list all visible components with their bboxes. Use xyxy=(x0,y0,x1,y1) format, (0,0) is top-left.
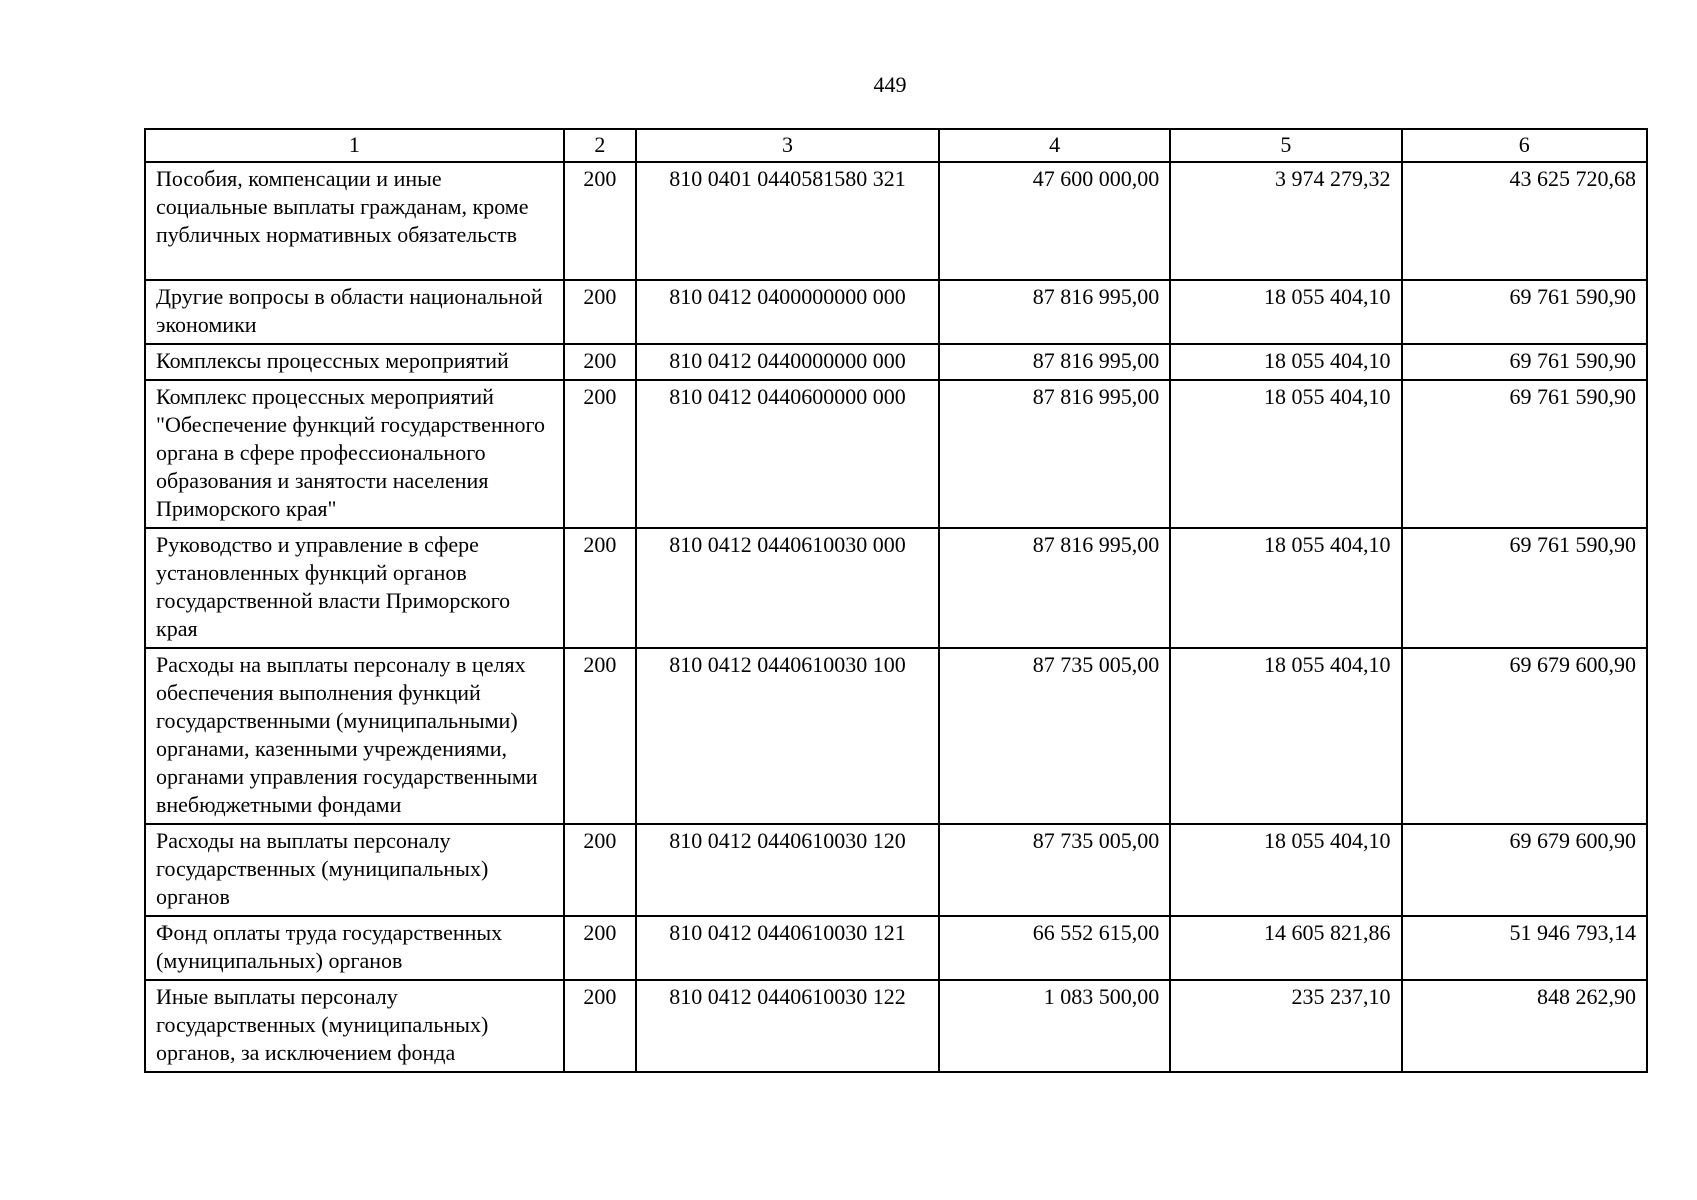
column-header-2: 2 xyxy=(564,129,636,162)
row-executed-cell: 14 605 821,86 xyxy=(1170,916,1401,980)
row-admin-cell: 200 xyxy=(564,162,636,280)
row-remaining-cell: 51 946 793,14 xyxy=(1402,916,1647,980)
row-executed-cell: 235 237,10 xyxy=(1170,980,1401,1072)
column-header-6: 6 xyxy=(1402,129,1647,162)
row-name-cell: Расходы на выплаты персоналу в целях обеспечения выполнения функций государственными (муниципальными) органами, казенными учреждениями, органами управления государственными внебюджетными фондами xyxy=(145,648,564,824)
row-code-cell: 810 0412 0440610030 100 xyxy=(636,648,939,824)
row-admin-cell: 200 xyxy=(564,528,636,648)
row-remaining-cell: 69 761 590,90 xyxy=(1402,380,1647,528)
row-admin-cell: 200 xyxy=(564,380,636,528)
row-admin-cell: 200 xyxy=(564,344,636,380)
table-row xyxy=(145,280,1647,344)
row-remaining-cell: 69 761 590,90 xyxy=(1402,280,1647,344)
row-remaining-cell: 69 761 590,90 xyxy=(1402,528,1647,648)
row-name-cell: Комплекс процессных мероприятий "Обеспечение функций государственного органа в сфере профессионального образования и занятости населения Приморского края" xyxy=(145,380,564,528)
row-admin-cell: 200 xyxy=(564,916,636,980)
table-row xyxy=(145,648,1647,824)
table-body xyxy=(145,162,1647,1072)
column-header-3: 3 xyxy=(636,129,939,162)
budget-execution-table xyxy=(144,128,1648,1073)
row-code-cell: 810 0412 0440000000 000 xyxy=(636,344,939,380)
table-row xyxy=(145,980,1647,1072)
row-planned-cell: 87 735 005,00 xyxy=(939,824,1170,916)
row-code-cell: 810 0412 0440600000 000 xyxy=(636,380,939,528)
row-code-cell: 810 0412 0440610030 122 xyxy=(636,980,939,1072)
row-planned-cell: 87 816 995,00 xyxy=(939,380,1170,528)
row-remaining-cell: 69 679 600,90 xyxy=(1402,648,1647,824)
row-executed-cell: 18 055 404,10 xyxy=(1170,280,1401,344)
row-executed-cell: 18 055 404,10 xyxy=(1170,344,1401,380)
row-planned-cell: 66 552 615,00 xyxy=(939,916,1170,980)
column-header-5: 5 xyxy=(1170,129,1401,162)
row-executed-cell: 18 055 404,10 xyxy=(1170,824,1401,916)
table-row xyxy=(145,380,1647,528)
row-name-cell: Руководство и управление в сфере установленных функций органов государственной власти Приморского края xyxy=(145,528,564,648)
table-header xyxy=(145,129,1647,162)
row-code-cell: 810 0412 0440610030 000 xyxy=(636,528,939,648)
row-planned-cell: 47 600 000,00 xyxy=(939,162,1170,280)
row-remaining-cell: 848 262,90 xyxy=(1402,980,1647,1072)
table-row xyxy=(145,916,1647,980)
row-executed-cell: 18 055 404,10 xyxy=(1170,528,1401,648)
header-row xyxy=(145,129,1647,162)
row-admin-cell: 200 xyxy=(564,280,636,344)
table-row xyxy=(145,162,1647,280)
row-name-cell: Фонд оплаты труда государственных (муниципальных) органов xyxy=(145,916,564,980)
column-header-4: 4 xyxy=(939,129,1170,162)
row-name-cell: Комплексы процессных мероприятий xyxy=(145,344,564,380)
row-code-cell: 810 0412 0400000000 000 xyxy=(636,280,939,344)
row-admin-cell: 200 xyxy=(564,824,636,916)
table-row xyxy=(145,528,1647,648)
row-executed-cell: 18 055 404,10 xyxy=(1170,380,1401,528)
row-remaining-cell: 43 625 720,68 xyxy=(1402,162,1647,280)
row-admin-cell: 200 xyxy=(564,980,636,1072)
row-admin-cell: 200 xyxy=(564,648,636,824)
table-row xyxy=(145,344,1647,380)
row-planned-cell: 87 816 995,00 xyxy=(939,344,1170,380)
column-header-1: 1 xyxy=(145,129,564,162)
row-name-cell: Расходы на выплаты персоналу государственных (муниципальных) органов xyxy=(145,824,564,916)
row-name-cell: Пособия, компенсации и иные социальные выплаты гражданам, кроме публичных нормативных обязательств xyxy=(145,162,564,280)
row-executed-cell: 3 974 279,32 xyxy=(1170,162,1401,280)
row-remaining-cell: 69 761 590,90 xyxy=(1402,344,1647,380)
row-code-cell: 810 0412 0440610030 120 xyxy=(636,824,939,916)
row-executed-cell: 18 055 404,10 xyxy=(1170,648,1401,824)
row-code-cell: 810 0412 0440610030 121 xyxy=(636,916,939,980)
row-planned-cell: 1 083 500,00 xyxy=(939,980,1170,1072)
row-remaining-cell: 69 679 600,90 xyxy=(1402,824,1647,916)
row-planned-cell: 87 735 005,00 xyxy=(939,648,1170,824)
row-name-cell: Иные выплаты персоналу государственных (муниципальных) органов, за исключением фонда xyxy=(145,980,564,1072)
row-name-cell: Другие вопросы в области национальной экономики xyxy=(145,280,564,344)
page-number: 449 xyxy=(873,72,907,97)
row-planned-cell: 87 816 995,00 xyxy=(939,280,1170,344)
row-code-cell: 810 0401 0440581580 321 xyxy=(636,162,939,280)
table-row xyxy=(145,824,1647,916)
row-planned-cell: 87 816 995,00 xyxy=(939,528,1170,648)
